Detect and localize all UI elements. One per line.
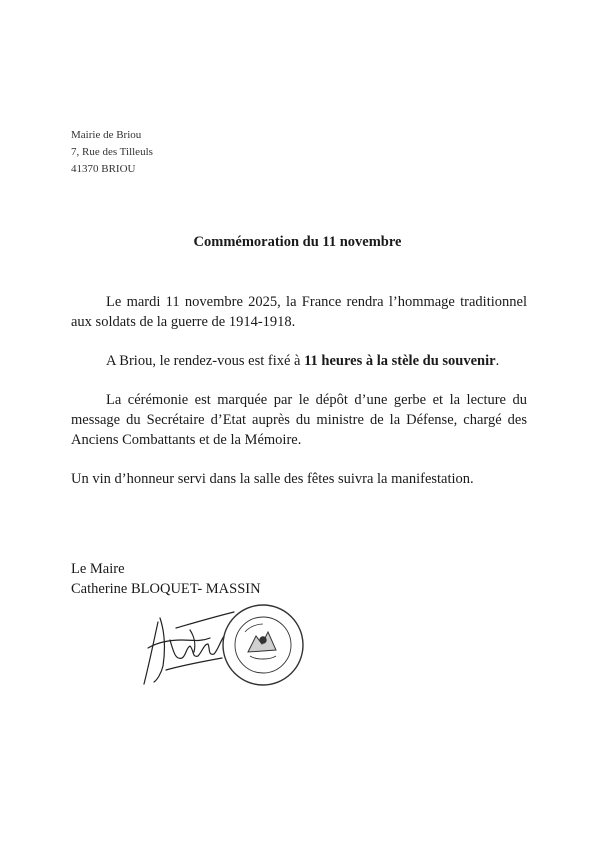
paragraph-reception: Un vin d’honneur servi dans la salle des fêtes suivra la manifestation. (71, 471, 474, 487)
letter-body (71, 292, 527, 508)
meeting-period: . (495, 353, 500, 369)
handwritten-signature (144, 612, 234, 684)
sender-name: Mairie de Briou (71, 129, 142, 141)
signoff (71, 559, 261, 599)
sender-address (71, 127, 153, 178)
paragraph-meeting (71, 351, 527, 371)
meeting-text: A Briou, le rendez-vous est fixé à (106, 353, 305, 369)
letter-title: Commémoration du 11 novembre (193, 234, 402, 250)
sender-street: 7, Rue des Tilleuls (71, 146, 153, 158)
paragraph-ceremony: La cérémonie est marquée par le dépôt d’une gerbe et la lecture du message du Secrétaire d’Etat auprès du ministre de la Défense, chargé des Anciens Combattants et de la Mémoire. (71, 392, 527, 448)
meeting-time-place: 11 heures à la stèle du souvenir (304, 353, 496, 369)
paragraph-announcement: Le mardi 11 novembre 2025, la France rendra l’hommage traditionnel aux soldats de la guerre de 1914-1918. (71, 294, 527, 330)
signature-and-stamp (130, 600, 330, 700)
town-hall-seal (223, 605, 303, 685)
signer-role: Le Maire (71, 561, 125, 577)
signer-name: Catherine BLOQUET- MASSIN (71, 581, 261, 597)
sender-city: 41370 BRIOU (71, 163, 136, 175)
